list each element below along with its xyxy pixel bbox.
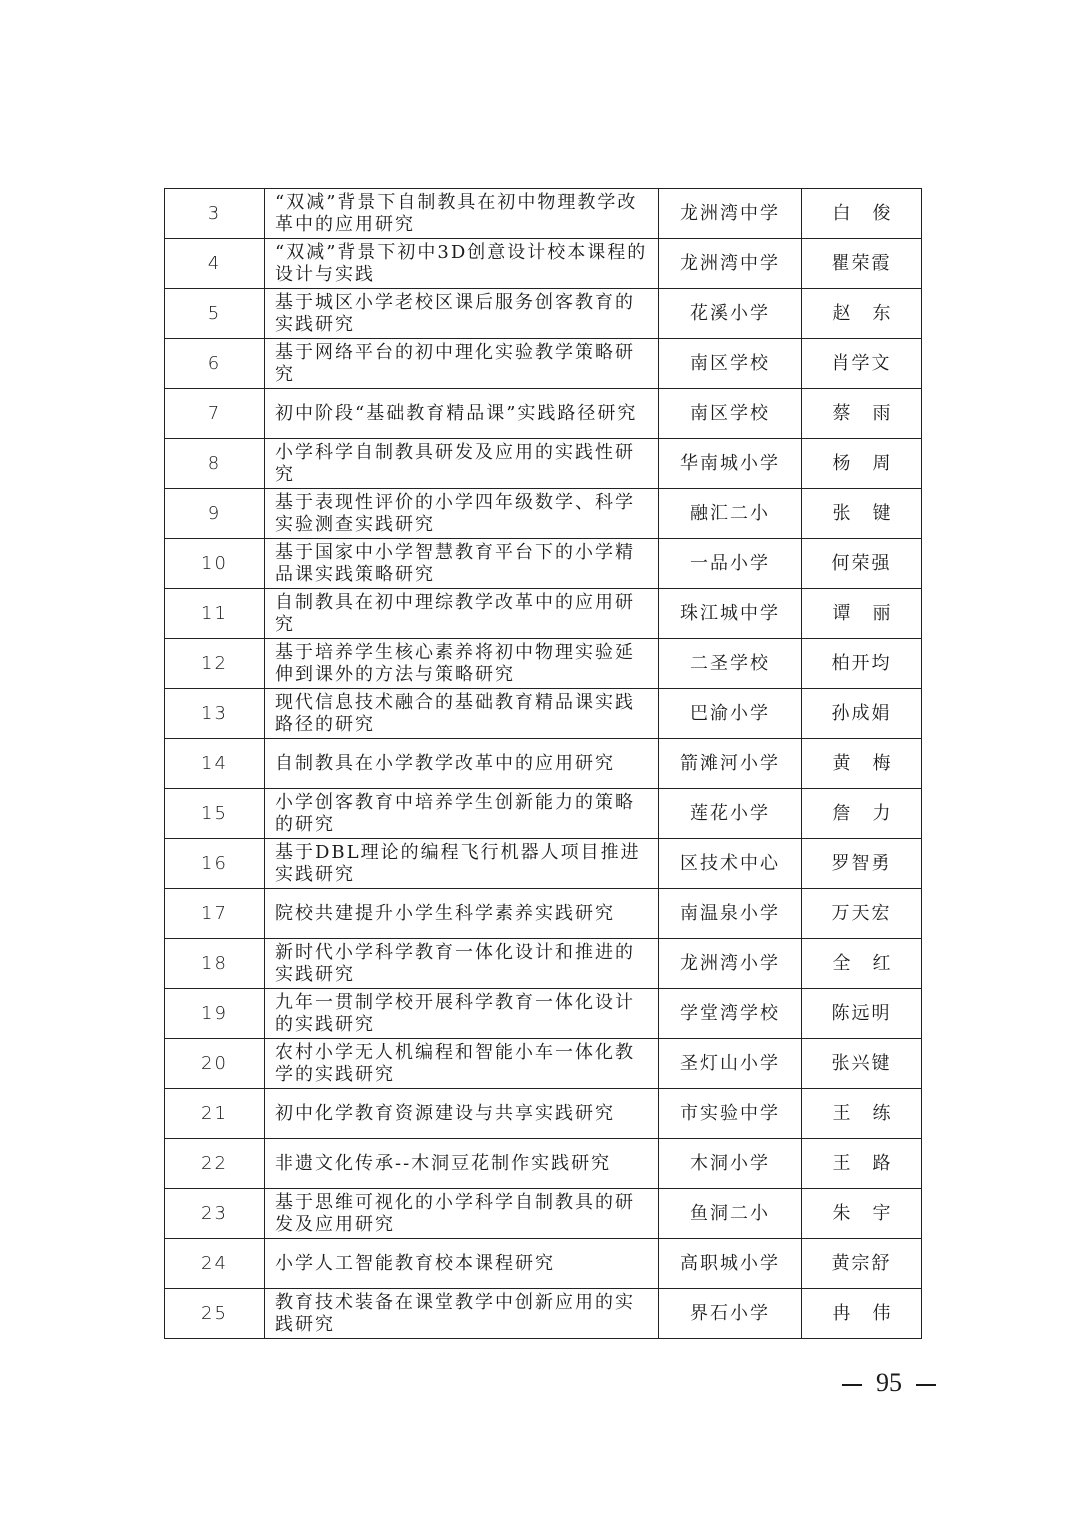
row-number-cell: 12	[165, 639, 265, 689]
school-cell: 南温泉小学	[659, 889, 802, 939]
person-cell: 蔡雨	[802, 389, 922, 439]
person-cell: 黄宗舒	[802, 1239, 922, 1289]
school-cell: 龙洲湾中学	[659, 239, 802, 289]
school-cell: 高职城小学	[659, 1239, 802, 1289]
person-cell: 瞿荣霞	[802, 239, 922, 289]
project-title-cell: 基于城区小学老校区课后服务创客教育的实践研究	[265, 289, 659, 339]
school-cell: 花溪小学	[659, 289, 802, 339]
person-cell: 孙成娟	[802, 689, 922, 739]
project-title-cell: 基于网络平台的初中理化实验教学策略研究	[265, 339, 659, 389]
row-number-cell: 9	[165, 489, 265, 539]
person-cell: 张兴键	[802, 1039, 922, 1089]
row-number-cell: 5	[165, 289, 265, 339]
person-cell: 肖学文	[802, 339, 922, 389]
school-cell: 木洞小学	[659, 1139, 802, 1189]
row-number-cell: 3	[165, 189, 265, 239]
table-row	[165, 1239, 922, 1289]
table-row	[165, 739, 922, 789]
table-row	[165, 589, 922, 639]
school-cell: 市实验中学	[659, 1089, 802, 1139]
row-number-cell: 6	[165, 339, 265, 389]
project-title-cell: 院校共建提升小学生科学素养实践研究	[265, 889, 659, 939]
table-row	[165, 389, 922, 439]
row-number-cell: 24	[165, 1239, 265, 1289]
row-number-cell: 15	[165, 789, 265, 839]
project-title-cell: 初中阶段“基础教育精品课”实践路径研究	[265, 389, 659, 439]
page-number	[842, 1368, 936, 1398]
person-cell: 全红	[802, 939, 922, 989]
table-row	[165, 839, 922, 889]
project-title-cell: 基于DBL理论的编程飞行机器人项目推进实践研究	[265, 839, 659, 889]
row-number-cell: 17	[165, 889, 265, 939]
project-title-cell: 新时代小学科学教育一体化设计和推进的实践研究	[265, 939, 659, 989]
row-number-cell: 10	[165, 539, 265, 589]
person-cell: 万天宏	[802, 889, 922, 939]
person-cell: 白俊	[802, 189, 922, 239]
project-title-cell: 小学创客教育中培养学生创新能力的策略的研究	[265, 789, 659, 839]
project-title-cell: 基于培养学生核心素养将初中物理实验延伸到课外的方法与策略研究	[265, 639, 659, 689]
table-row	[165, 939, 922, 989]
page-number-right-dash	[916, 1384, 936, 1386]
school-cell: 巴渝小学	[659, 689, 802, 739]
page-number-left-dash	[842, 1384, 862, 1386]
table-row	[165, 189, 922, 239]
row-number-cell: 25	[165, 1289, 265, 1339]
project-title-cell: 自制教具在初中理综教学改革中的应用研究	[265, 589, 659, 639]
page-number-value: 95	[876, 1368, 902, 1397]
person-cell: 杨周	[802, 439, 922, 489]
person-cell: 黄梅	[802, 739, 922, 789]
row-number-cell: 22	[165, 1139, 265, 1189]
table-row	[165, 489, 922, 539]
project-title-cell: 小学人工智能教育校本课程研究	[265, 1239, 659, 1289]
person-cell: 张键	[802, 489, 922, 539]
table-row	[165, 889, 922, 939]
row-number-cell: 18	[165, 939, 265, 989]
project-table-body	[165, 189, 922, 1339]
table-row	[165, 1189, 922, 1239]
project-title-cell: 初中化学教育资源建设与共享实践研究	[265, 1089, 659, 1139]
row-number-cell: 14	[165, 739, 265, 789]
person-cell: 罗智勇	[802, 839, 922, 889]
row-number-cell: 21	[165, 1089, 265, 1139]
table-row	[165, 1089, 922, 1139]
row-number-cell: 20	[165, 1039, 265, 1089]
row-number-cell: 19	[165, 989, 265, 1039]
project-title-cell: “双减”背景下自制教具在初中物理教学改革中的应用研究	[265, 189, 659, 239]
table-row	[165, 339, 922, 389]
project-title-cell: 非遗文化传承--木洞豆花制作实践研究	[265, 1139, 659, 1189]
table-row	[165, 689, 922, 739]
row-number-cell: 8	[165, 439, 265, 489]
project-title-cell: 九年一贯制学校开展科学教育一体化设计的实践研究	[265, 989, 659, 1039]
person-cell: 谭丽	[802, 589, 922, 639]
table-row	[165, 439, 922, 489]
person-cell: 柏开均	[802, 639, 922, 689]
school-cell: 二圣学校	[659, 639, 802, 689]
person-cell: 冉伟	[802, 1289, 922, 1339]
row-number-cell: 23	[165, 1189, 265, 1239]
row-number-cell: 7	[165, 389, 265, 439]
row-number-cell: 13	[165, 689, 265, 739]
person-cell: 朱宇	[802, 1189, 922, 1239]
school-cell: 龙洲湾中学	[659, 189, 802, 239]
school-cell: 学堂湾学校	[659, 989, 802, 1039]
person-cell: 王练	[802, 1089, 922, 1139]
school-cell: 龙洲湾小学	[659, 939, 802, 989]
row-number-cell: 16	[165, 839, 265, 889]
table-row	[165, 1289, 922, 1339]
project-title-cell: 基于思维可视化的小学科学自制教具的研发及应用研究	[265, 1189, 659, 1239]
school-cell: 莲花小学	[659, 789, 802, 839]
row-number-cell: 11	[165, 589, 265, 639]
school-cell: 箭滩河小学	[659, 739, 802, 789]
project-title-cell: “双减”背景下初中3D创意设计校本课程的设计与实践	[265, 239, 659, 289]
school-cell: 华南城小学	[659, 439, 802, 489]
project-title-cell: 现代信息技术融合的基础教育精品课实践路径的研究	[265, 689, 659, 739]
school-cell: 南区学校	[659, 339, 802, 389]
school-cell: 珠江城中学	[659, 589, 802, 639]
school-cell: 融汇二小	[659, 489, 802, 539]
person-cell: 赵东	[802, 289, 922, 339]
school-cell: 区技术中心	[659, 839, 802, 889]
project-title-cell: 农村小学无人机编程和智能小车一体化教学的实践研究	[265, 1039, 659, 1089]
table-row	[165, 1139, 922, 1189]
table-row	[165, 539, 922, 589]
school-cell: 鱼洞二小	[659, 1189, 802, 1239]
school-cell: 界石小学	[659, 1289, 802, 1339]
project-table	[164, 188, 922, 1339]
person-cell: 陈远明	[802, 989, 922, 1039]
project-title-cell: 教育技术装备在课堂教学中创新应用的实践研究	[265, 1289, 659, 1339]
school-cell: 南区学校	[659, 389, 802, 439]
project-title-cell: 基于表现性评价的小学四年级数学、科学实验测查实践研究	[265, 489, 659, 539]
school-cell: 圣灯山小学	[659, 1039, 802, 1089]
project-title-cell: 基于国家中小学智慧教育平台下的小学精品课实践策略研究	[265, 539, 659, 589]
person-cell: 王路	[802, 1139, 922, 1189]
table-row	[165, 789, 922, 839]
school-cell: 一品小学	[659, 539, 802, 589]
project-title-cell: 自制教具在小学教学改革中的应用研究	[265, 739, 659, 789]
table-row	[165, 239, 922, 289]
table-row	[165, 1039, 922, 1089]
person-cell: 詹力	[802, 789, 922, 839]
row-number-cell: 4	[165, 239, 265, 289]
project-title-cell: 小学科学自制教具研发及应用的实践性研究	[265, 439, 659, 489]
table-row	[165, 989, 922, 1039]
table-row	[165, 289, 922, 339]
table-row	[165, 639, 922, 689]
person-cell: 何荣强	[802, 539, 922, 589]
